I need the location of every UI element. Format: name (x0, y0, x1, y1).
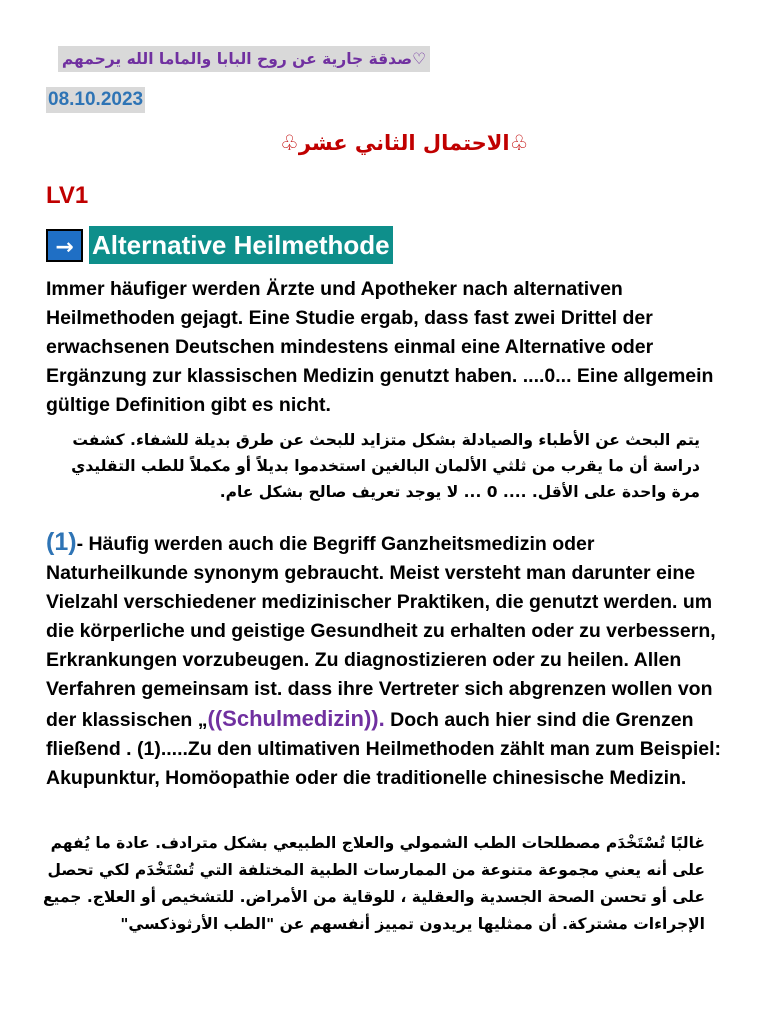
paragraph-2-arabic: غالبًا تُسْتَخْدَم مصطلحات الطب الشمولي والعلاج الطبيعي بشكل مترادف. عادة ما يُفهم على أنه يعني مجموعة متنوعة من الممارسات الطبية المختلفة التي تُسْتَخْدَم لكي تحصل على أو تحسن الصحة الجسدية والعقلية ، للوقاية من الأمراض. للتشخيص أو العلاج. جميع الإجراءات مشتركة. أن ممثليها يريدون تمييز أنفسهم عن "الطب الأرثوذكسي" (42, 834, 705, 933)
paragraph-2-text-b: Doch auch hier sind die Grenzen fließend . (1).....Zu den ultimativen Heilmethoden zählt man zum Beispiel: Akupunktur, Homöopathie oder die traditionelle chinesische Medizin. (46, 709, 721, 789)
paragraph-1-arabic: يتم البحث عن الأطباء والصيادلة بشكل متزايد للبحث عن طرق بديلة للشفاء. كشفت دراسة أن ما يقرب من ثلثي الألمان البالغين استخدموا بديلاً أو مكملاً للطب التقليدي مرة واحدة على الأقل. .... 0 ... لا يوجد تعريف صالح بشكل عام. (71, 431, 700, 501)
right-arrow-icon: → (46, 229, 83, 262)
chapter-title (280, 128, 528, 158)
section-title: Alternative Heilmethode (89, 226, 393, 264)
paragraph-number: (1) (46, 528, 77, 556)
level-label: LV1 (46, 182, 89, 209)
dedication-text: صدقة جارية عن روح البابا والماما الله يرحمهم (61, 50, 413, 68)
schulmedizin-highlight: ((Schulmedizin)). (207, 706, 385, 731)
paragraph-2-german (46, 528, 736, 793)
chapter-title-text: الاحتمال الثاني عشر (298, 131, 510, 155)
date-label: 08.10.2023 (46, 87, 145, 113)
club-icon: ♧ (509, 131, 529, 155)
heart-icon: ♡ (412, 50, 426, 68)
paragraph-2-text-a: - Häufig werden auch die Begriff Ganzheitsmedizin oder Naturheilkunde synonym gebraucht. Meist versteht man darunter eine Vielzahl verschiedener medizinischer Praktiken, die genutzt werden. um die körperliche und geistige Gesundheit zu erhalten oder zu verbessern, Erkrankungen vorzubeugen. Zu diagnostizieren oder zu heilen. Allen Verfahren gemeinsam ist. dass ihre Vertreter sich abgrenzen wollen von der klassischen „ (46, 533, 716, 731)
section-heading (46, 226, 393, 264)
paragraph-1-german: Immer häufiger werden Ärzte und Apotheker nach alternativen Heilmethoden gejagt. Eine Studie ergab, dass fast zwei Drittel der erwachsenen Deutschen mindestens einmal eine Alternative oder Ergänzung zur klassischen Medizin genutzt haben. ....0... Eine allgemein gültige Definition gibt es nicht. (46, 278, 714, 416)
club-icon: ♧ (280, 131, 299, 155)
dedication-line (58, 46, 430, 72)
